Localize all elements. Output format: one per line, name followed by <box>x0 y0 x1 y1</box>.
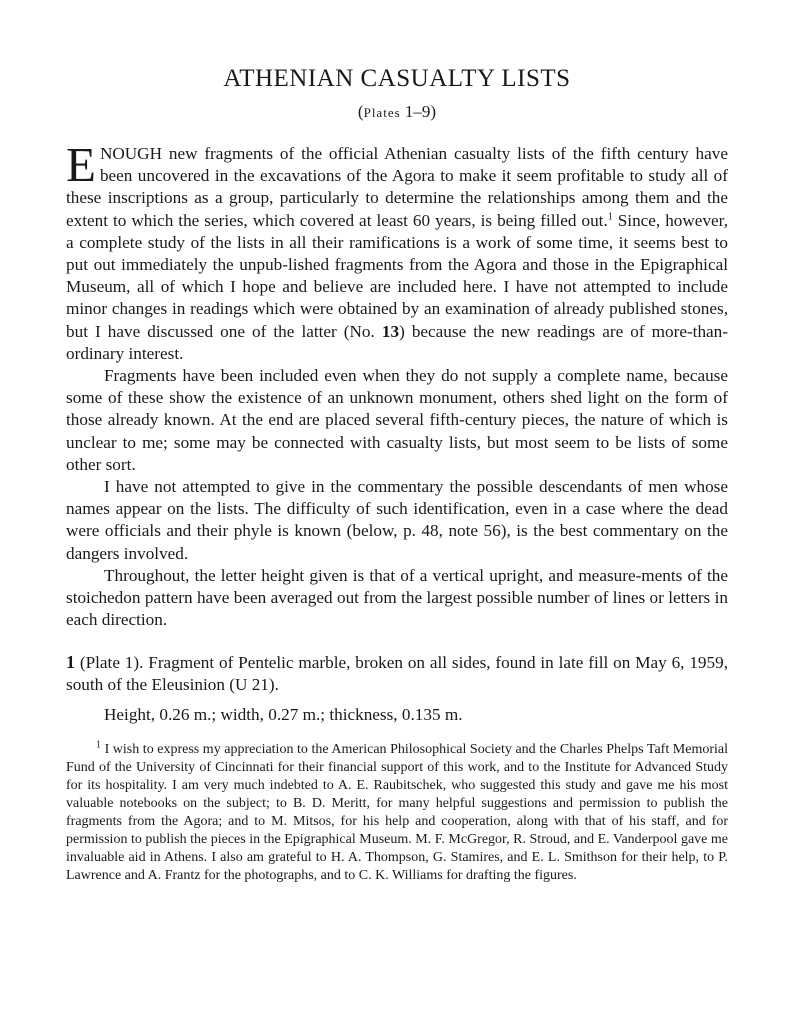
paragraph-4: Throughout, the letter height given is that of a vertical upright, and measure-ments of the stoichedon pattern have been averaged out from the largest possible number of lines or letters in each direction. <box>66 565 728 630</box>
paragraph-1 <box>66 137 728 365</box>
entry-number: 1 <box>66 652 75 672</box>
body-text <box>66 137 728 631</box>
entry-description <box>66 651 728 696</box>
subtitle-plates-word: Plates <box>363 105 401 120</box>
subtitle-plate-range: 1–9) <box>400 102 437 121</box>
footnote-text: I wish to express my appreciation to the American Philosophical Society and the Charles Phelps Taft Memorial Fund of the University of Cincinnati for their financial support of this work, and to the Institute for Advanced Study for its hospitality. I am very much indebted to A. E. Raubitschek, who suggested this study and gave me his most valuable notebooks on the subject; to B. D. Meritt, for many helpful suggestions and permission to publish the fragments from the Agora; and to M. Mitsos, for his help and cooperation, along with that of his staff, and for permission to publish the pieces in the Epigraphical Museum. M. F. McGregor, R. Stroud, and E. Vanderpool gave me invaluable aid in Athens. I also am grateful to H. A. Thompson, G. Stamires, and E. L. Smithson for their help, to P. Lawrence and A. Frantz for the photographs, and to C. K. Williams for drafting the figures. <box>66 742 728 883</box>
footnote-marker: 1 <box>96 739 101 751</box>
footnote-1 <box>66 741 728 885</box>
paragraph-1-part-b: Since, however, a complete study of the lists in all their ramifications is a work of some time, it seems best to put out immediately the unpub-lished fragments from the Agora and those in the Epigraphical Museum, all of which I hope and believe are included here. I have not attempted to include minor changes in readings which were obtained by an examination of already published stones, but I have discussed one of the latter (No. <box>66 210 728 341</box>
paragraph-2: Fragments have been included even when they do not supply a complete name, because some of these show the existence of an unknown monument, others shed light on the form of those already known. At the end are placed several fifth-century pieces, the nature of which is unclear to me; some may be connected with casualty lists, but most seem to be lists of some other sort. <box>66 366 728 474</box>
footnote-paragraph <box>66 741 728 885</box>
plates-subtitle <box>66 101 728 124</box>
catalogue-entry-1 <box>66 651 728 727</box>
entry-dimensions: Height, 0.26 m.; width, 0.27 m.; thickness, 0.135 m. <box>104 705 463 725</box>
inscription-number-reference: 13 <box>381 321 400 341</box>
paragraph-1-part-a: NOUGH new fragments of the official Athenian casualty lists of the fifth century have been uncovered in the excavations of the Agora to make it seem profitable to study all of these inscriptions as a group, particularly to determine the relationships among them and the extent to which the series, which covered at least 60 years, is being filled out. <box>66 144 728 230</box>
entry-text: (Plate 1). Fragment of Pentelic marble, broken on all sides, found in late fill on May 6, 1959, south of the Eleusinion (U 21). <box>66 653 728 695</box>
subtitle-open-paren: ( <box>357 102 364 121</box>
footnote-reference: 1 <box>607 210 613 222</box>
paragraph-3: I have not attempted to give in the commentary the possible descendants of men whose names appear on the lists. The difficulty of such identification, even in a case where the dead were officials and their phyle is known (below, p. 48, note 56), is the best commentary on the dangers involved. <box>66 477 728 563</box>
paragraph-1-part-c: ) because the new readings are of more-than-ordinary interest. <box>66 321 728 363</box>
drop-cap: E <box>66 137 96 192</box>
article-title: ATHENIAN CASUALTY LISTS <box>223 65 571 92</box>
